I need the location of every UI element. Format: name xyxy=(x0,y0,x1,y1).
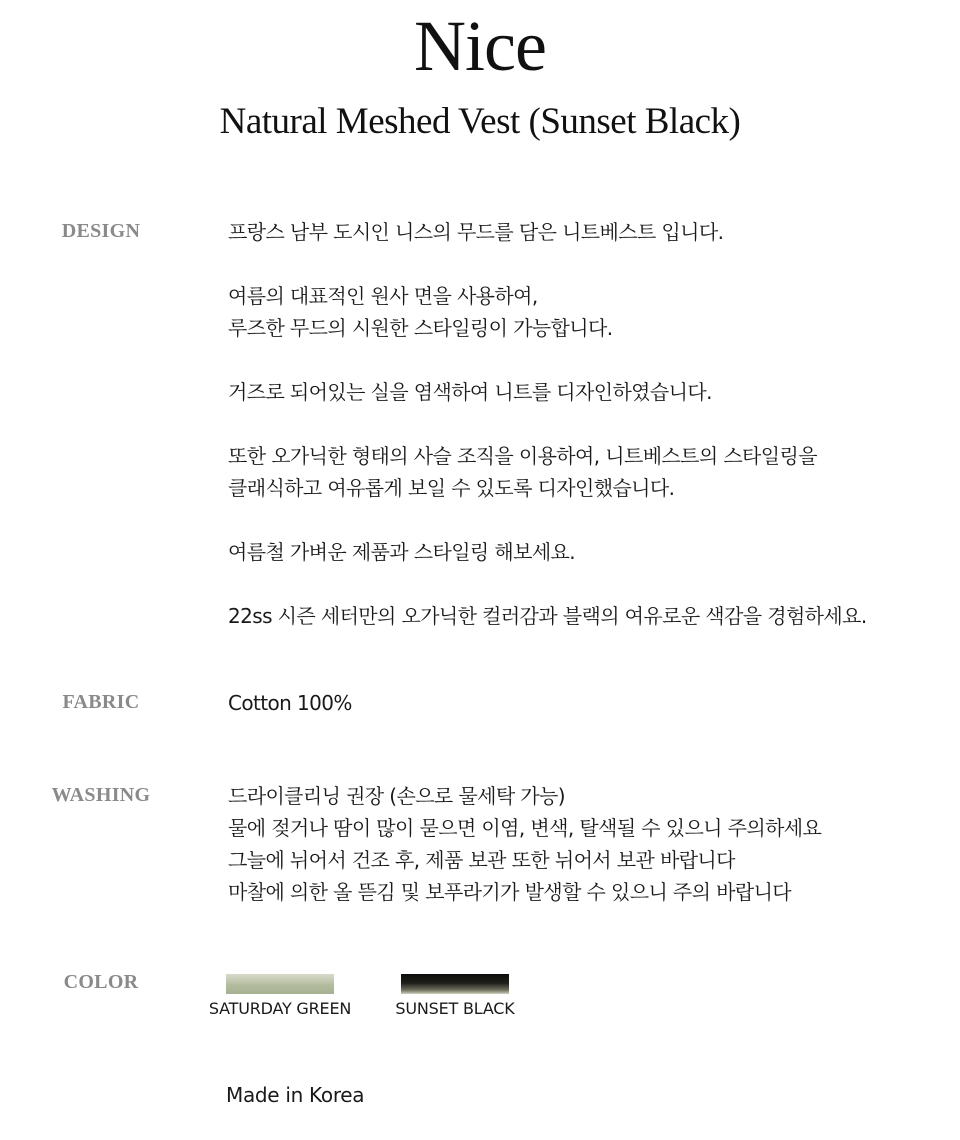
swatch-name: SATURDAY GREEN xyxy=(208,999,352,1018)
fabric-value: Cotton 100% xyxy=(228,691,352,715)
washing-line: 물에 젖거나 땀이 많이 묻으면 이염, 변색, 탈색될 수 있으니 주의하세요 xyxy=(228,816,822,840)
design-label: DESIGN xyxy=(61,220,141,242)
brand-title: Nice xyxy=(414,6,546,86)
design-paragraph-5 xyxy=(228,536,953,568)
washing-content xyxy=(228,780,953,908)
swatch-green-chip xyxy=(226,974,334,994)
design-line: 클래식하고 여유롭게 보일 수 있도록 디자인했습니다. xyxy=(228,476,675,500)
washing-line: 그늘에 뉘어서 건조 후, 제품 보관 또한 뉘어서 보관 바랍니다 xyxy=(228,848,735,872)
design-line: 루즈한 무드의 시원한 스타일링이 가능합니다. xyxy=(228,316,613,340)
design-line: 여름의 대표적인 원사 면을 사용하여, xyxy=(228,284,538,308)
design-line: 또한 오가닉한 형태의 사슬 조직을 이용하여, 니트베스트의 스타일링을 xyxy=(228,444,817,468)
design-paragraph-1 xyxy=(228,216,953,248)
design-line: 프랑스 남부 도시인 니스의 무드를 담은 니트베스트 입니다. xyxy=(228,220,724,244)
washing-line: 드라이클리닝 권장 (손으로 물세탁 가능) xyxy=(228,784,565,808)
color-swatch-sunset-black xyxy=(375,974,535,1018)
design-paragraph-3 xyxy=(228,376,953,408)
product-name: Natural Meshed Vest (Sunset Black) xyxy=(219,101,741,142)
color-swatch-saturday-green xyxy=(200,974,360,1018)
design-line: 22ss 시즌 세터만의 오가닉한 컬러감과 블랙의 여유로운 색감을 경험하세요. xyxy=(228,604,867,628)
design-content xyxy=(228,216,953,632)
swatch-black-chip xyxy=(401,974,509,994)
color-label: COLOR xyxy=(63,971,139,993)
design-paragraph-2 xyxy=(228,280,953,344)
washing-label: WASHING xyxy=(51,784,151,806)
swatch-name: SUNSET BLACK xyxy=(395,999,515,1018)
design-line: 여름철 가벼운 제품과 스타일링 해보세요. xyxy=(228,540,576,564)
design-paragraph-4 xyxy=(228,440,953,504)
design-paragraph-6 xyxy=(228,600,953,632)
washing-line: 마찰에 의한 올 뜯김 및 보푸라기가 발생할 수 있으니 주의 바랍니다 xyxy=(228,880,792,904)
made-in-korea: Made in Korea xyxy=(226,1083,365,1107)
fabric-label: FABRIC xyxy=(62,691,140,713)
design-line: 거즈로 되어있는 실을 염색하여 니트를 디자인하였습니다. xyxy=(228,380,712,404)
